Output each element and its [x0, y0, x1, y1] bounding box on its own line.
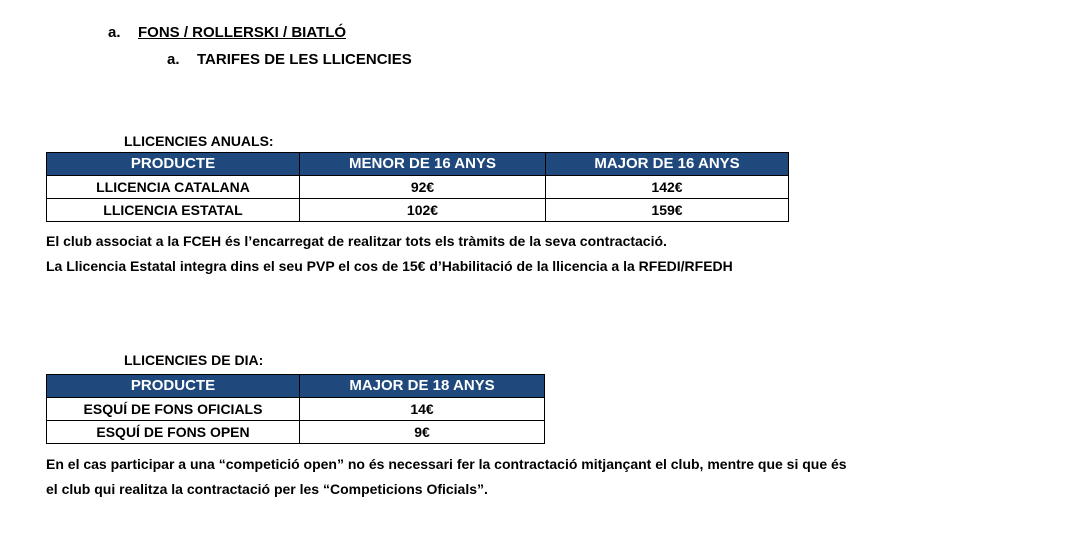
dia-note-line-1: En el cas participar a una “competició open” no és necessari fer la contractació mitjançant el club, mentre que si que és — [46, 456, 847, 472]
column-header-producte: PRODUCTE — [47, 153, 300, 176]
anuals-caption: LLICENCIES ANUALS: — [124, 133, 274, 149]
section-marker: a. — [108, 24, 121, 41]
column-header-major-16: MAJOR DE 16 ANYS — [546, 153, 789, 176]
table-cell-price: 14€ — [300, 398, 545, 421]
table-row — [47, 176, 789, 199]
column-header-major-18: MAJOR DE 18 ANYS — [300, 375, 545, 398]
table-cell-price: 102€ — [300, 199, 546, 222]
dia-caption: LLICENCIES DE DIA: — [124, 352, 264, 368]
anuals-table — [46, 152, 789, 222]
subsection-title: TARIFES DE LES LLICENCIES — [197, 51, 412, 68]
dia-table — [46, 374, 545, 444]
table-cell-product: LLICENCIA CATALANA — [47, 176, 300, 199]
table-row — [47, 421, 545, 444]
table-row — [47, 398, 545, 421]
anuals-note-estatal: La Llicencia Estatal integra dins el seu PVP el cos de 15€ d’Habilitació de la llicencia a la RFEDI/RFEDH — [46, 258, 733, 274]
column-header-menor-16: MENOR DE 16 ANYS — [300, 153, 546, 176]
anuals-note-club: El club associat a la FCEH és l’encarregat de realitzar tots els tràmits de la seva contractació. — [46, 233, 667, 249]
table-cell-price: 92€ — [300, 176, 546, 199]
subsection-marker: a. — [167, 51, 180, 68]
table-cell-price: 142€ — [546, 176, 789, 199]
dia-note-line-2: el club qui realitza la contractació per les “Competicions Oficials”. — [46, 481, 488, 497]
table-cell-product: ESQUÍ DE FONS OPEN — [47, 421, 300, 444]
table-cell-price: 9€ — [300, 421, 545, 444]
table-cell-product: LLICENCIA ESTATAL — [47, 199, 300, 222]
section-title: FONS / ROLLERSKI / BIATLÓ — [138, 24, 347, 41]
table-cell-price: 159€ — [546, 199, 789, 222]
table-header-row — [47, 375, 545, 398]
section-heading — [108, 24, 346, 41]
table-row — [47, 199, 789, 222]
table-cell-product: ESQUÍ DE FONS OFICIALS — [47, 398, 300, 421]
subsection-heading — [167, 51, 412, 68]
column-header-producte: PRODUCTE — [47, 375, 300, 398]
table-header-row — [47, 153, 789, 176]
